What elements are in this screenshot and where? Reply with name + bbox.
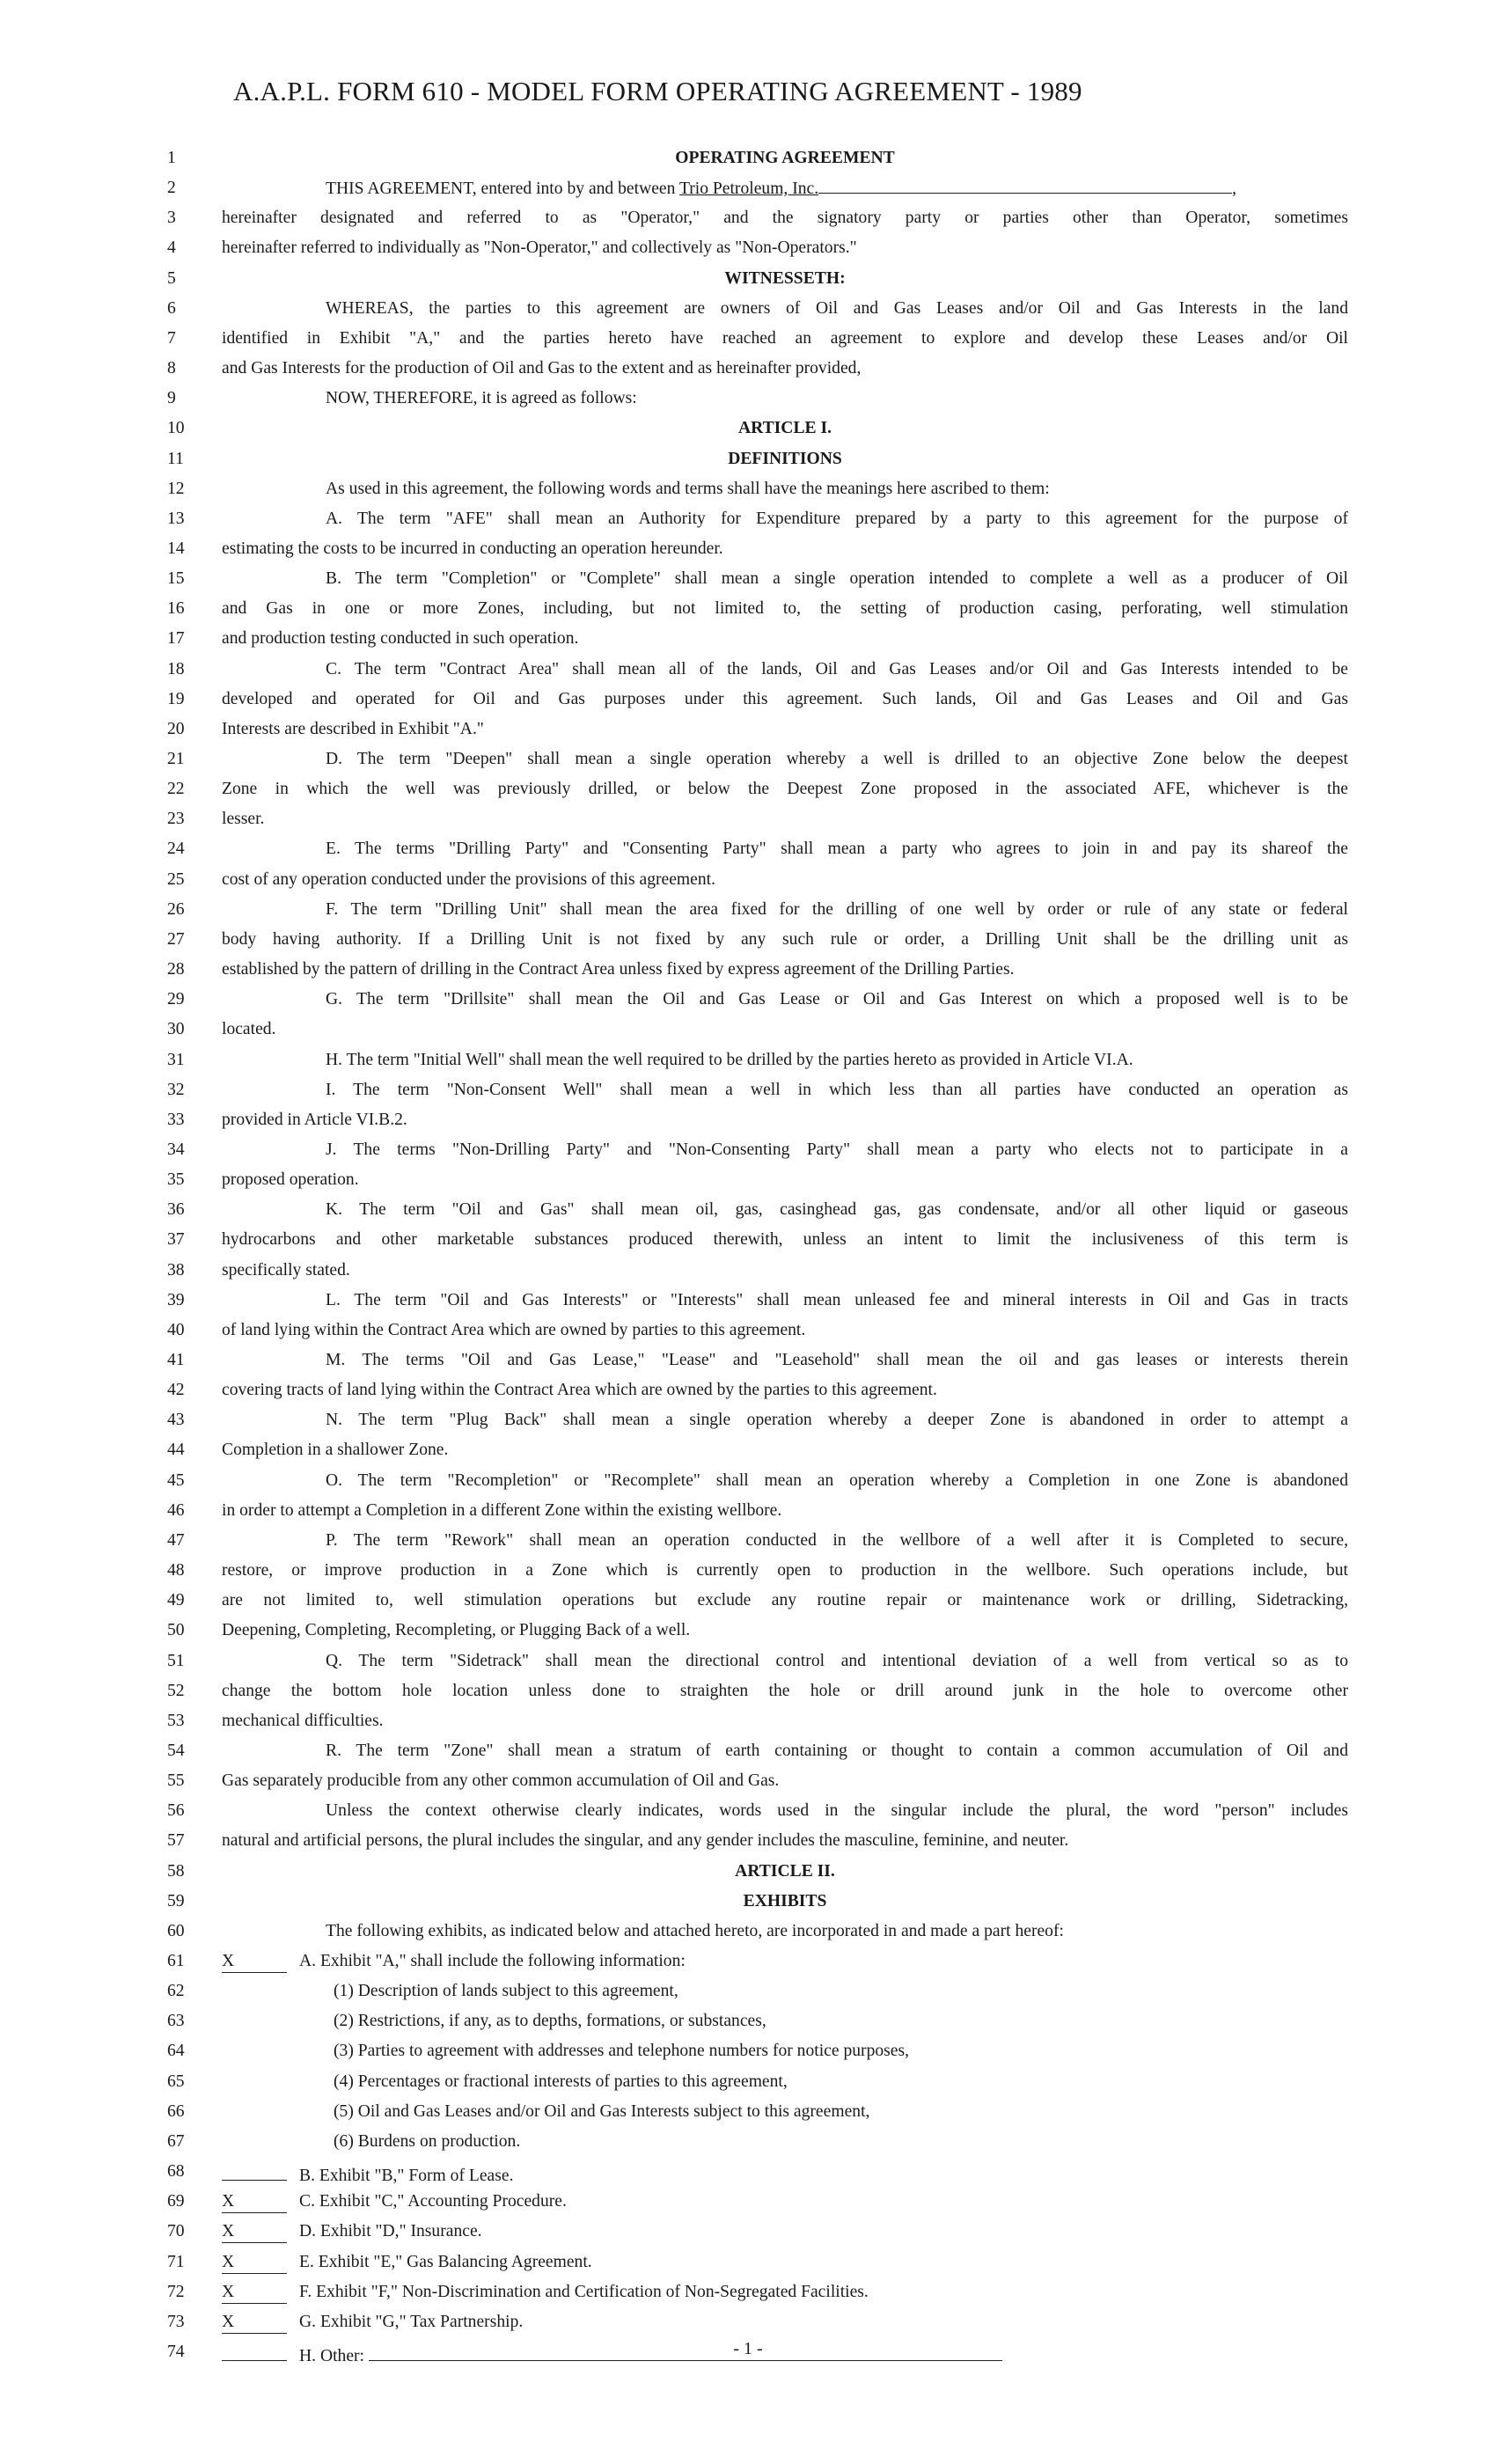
body-text: change the bottom hole location unless done to straighten the hole or drill around junk in the hole to overcome other — [222, 1681, 1348, 1700]
line-number: 63 — [167, 2012, 185, 2031]
body-text: identified in Exhibit "A," and the parties hereto have reached an agreement to explore and develop these Leases and/or Oil — [222, 328, 1348, 348]
line — [0, 656, 1496, 683]
body-text: lesser. — [222, 810, 265, 829]
definition-recompletion: O. The term "Recompletion" or "Recomplete" shall mean an operation whereby a Completion in one Zone is abandoned — [326, 1470, 1348, 1490]
definition-deepen: D. The term "Deepen" shall mean a single operation whereby a well is drilled to an objective Zone below the deepest — [326, 750, 1348, 768]
line — [0, 2189, 1496, 2215]
definition-zone: R. The term "Zone" shall mean a stratum of earth containing or thought to contain a common accumulation of Oil and — [326, 1741, 1348, 1760]
line — [0, 957, 1496, 983]
line-number: 18 — [167, 659, 185, 678]
line — [0, 1978, 1496, 2005]
line-number: 4 — [167, 238, 176, 258]
line-number: 37 — [167, 1230, 185, 1250]
line-number: 6 — [167, 298, 176, 318]
exhibit-a-item: (6) Burdens on production. — [334, 2131, 521, 2151]
definition-non-drilling-party: J. The terms "Non-Drilling Party" and "Non-Consenting Party" shall mean a party who elects not to participate in a — [326, 1140, 1348, 1159]
line-number: 67 — [167, 2131, 185, 2151]
line-number: 23 — [167, 810, 185, 829]
exhibit-c-row — [222, 2189, 1348, 2215]
line-number: 51 — [167, 1651, 185, 1670]
line-number: 31 — [167, 1050, 185, 1069]
line-number: 47 — [167, 1530, 185, 1550]
body-text: NOW, THEREFORE, it is agreed as follows: — [326, 389, 637, 408]
exhibit-g-row — [222, 2309, 1348, 2336]
body-text: Unless the context otherwise clearly indicates, words used in the singular include the plural, the word "person" includes — [326, 1801, 1348, 1821]
exhibit-checkbox[interactable]: X — [222, 2191, 287, 2213]
line — [0, 2038, 1496, 2064]
exhibit-f-row — [222, 2279, 1348, 2306]
line — [0, 716, 1496, 743]
line-number: 32 — [167, 1080, 185, 1099]
line-number: 57 — [167, 1831, 185, 1851]
line-number: 14 — [167, 539, 185, 558]
line-number: 44 — [167, 1441, 185, 1460]
line — [0, 1317, 1496, 1344]
exhibit-checkbox[interactable]: X — [222, 2221, 287, 2243]
parties-suffix: , — [1232, 180, 1237, 199]
definition-drilling-unit: F. The term "Drilling Unit" shall mean the area fixed for the drilling of one well by order or rule of any state or federal — [326, 899, 1348, 919]
line-number: 26 — [167, 899, 185, 919]
line-number: 1 — [167, 149, 176, 167]
line — [0, 1859, 1496, 1885]
line-number: 28 — [167, 960, 185, 979]
definition-rework: P. The term "Rework" shall mean an operation conducted in the wellbore of a well after it is Completed to secure, — [326, 1530, 1348, 1550]
line-number: 27 — [167, 929, 185, 949]
line — [0, 806, 1496, 832]
body-text: and Gas Interests for the production of Oil and Gas to the extent and as hereinafter provided, — [222, 359, 862, 378]
line — [0, 1407, 1496, 1434]
line-number: 48 — [167, 1561, 185, 1580]
line-number: 29 — [167, 990, 185, 1009]
line-number: 45 — [167, 1470, 185, 1490]
exhibit-label: F. Exhibit "F," Non-Discrimination and Certification of Non-Segregated Facilities. — [299, 2282, 869, 2301]
line-number: 49 — [167, 1591, 185, 1610]
line-number: 2 — [167, 179, 176, 198]
line-number: 62 — [167, 1982, 185, 2001]
body-text: As used in this agreement, the following words and terms shall have the meanings here ascribed to them: — [326, 479, 1050, 498]
exhibit-label: H. Other: — [299, 2346, 365, 2365]
body-text: Zone in which the well was previously drilled, or below the Deepest Zone proposed in the associated AFE, whichever is the — [222, 780, 1348, 799]
line — [0, 1227, 1496, 1253]
line — [0, 2159, 1496, 2185]
line — [0, 1798, 1496, 1824]
line-number: 19 — [167, 689, 185, 708]
line-number: 68 — [167, 2162, 185, 2182]
body-text: covering tracts of land lying within the Contract Area which are owned by the parties to this agreement. — [222, 1381, 937, 1400]
line — [0, 1107, 1496, 1133]
exhibit-a-item: (3) Parties to agreement with addresses and telephone numbers for notice purposes, — [334, 2042, 910, 2061]
definition-completion: B. The term "Completion" or "Complete" shall mean a single operation intended to complete a well as a producer of Oil — [326, 569, 1348, 589]
line — [0, 1437, 1496, 1463]
line-number: 65 — [167, 2072, 185, 2091]
body-text: provided in Article VI.B.2. — [222, 1110, 407, 1129]
line — [0, 1678, 1496, 1705]
line-number: 55 — [167, 1771, 185, 1791]
line-number: 17 — [167, 629, 185, 649]
definition-drillsite: G. The term "Drillsite" shall mean the Oil and Gas Lease or Oil and Gas Interest on which a proposed well is to be — [326, 990, 1348, 1009]
line-number: 39 — [167, 1290, 185, 1309]
definition-sidetrack: Q. The term "Sidetrack" shall mean the directional control and intentional deviation of a well from vertical so as to — [326, 1651, 1348, 1670]
body-text: Completion in a shallower Zone. — [222, 1441, 449, 1460]
line — [0, 385, 1496, 412]
line — [0, 1948, 1496, 1975]
line-number: 71 — [167, 2252, 185, 2271]
parties-prefix: THIS AGREEMENT, entered into by and between — [326, 180, 676, 199]
definition-lease: M. The terms "Oil and Gas Lease," "Lease" and "Leasehold" shall mean the oil and gas leases or interests therein — [326, 1351, 1348, 1369]
page-number: - 1 - — [733, 2339, 763, 2358]
line — [0, 506, 1496, 532]
line — [0, 746, 1496, 773]
line — [0, 2008, 1496, 2035]
line — [0, 1828, 1496, 1854]
body-text: natural and artificial persons, the plural includes the singular, and any gender includes the masculine, feminine, and neuter. — [222, 1831, 1069, 1851]
line-number: 42 — [167, 1381, 185, 1400]
line-number: 64 — [167, 2042, 185, 2061]
line — [0, 2279, 1496, 2306]
line — [0, 326, 1496, 352]
line — [0, 1137, 1496, 1163]
line — [0, 205, 1496, 231]
body-text: developed and operated for Oil and Gas purposes under this agreement. Such lands, Oil and Gas Leases and Oil and Gas — [222, 689, 1348, 708]
heading-witnesseth: WITNESSETH: — [724, 268, 846, 288]
line — [0, 1588, 1496, 1614]
line — [0, 1498, 1496, 1524]
body-text: estimating the costs to be incurred in conducting an operation hereunder. — [222, 539, 723, 558]
exhibit-d-row — [222, 2218, 1348, 2245]
line-number: 60 — [167, 1921, 185, 1940]
heading-operating-agreement: OPERATING AGREEMENT — [675, 149, 895, 167]
line — [0, 566, 1496, 592]
line — [0, 1888, 1496, 1915]
line-number: 46 — [167, 1500, 185, 1520]
body-text: The following exhibits, as indicated below and attached hereto, are incorporated in and made a part hereof: — [326, 1921, 1064, 1940]
line — [0, 1377, 1496, 1404]
line-number: 61 — [167, 1952, 185, 1970]
line-number: 7 — [167, 328, 176, 348]
line-number: 50 — [167, 1621, 185, 1640]
line — [0, 686, 1496, 713]
body-text: Interests are described in Exhibit "A." — [222, 719, 484, 738]
line — [0, 1258, 1496, 1284]
exhibit-checkbox[interactable]: X — [222, 2252, 287, 2274]
line-number: 66 — [167, 2101, 185, 2121]
heading-article-1: ARTICLE I. — [737, 419, 832, 438]
body-text: body having authority. If a Drilling Unit is not fixed by any such rule or order, a Drilling Unit shall be the drilling unit as — [222, 929, 1348, 949]
line — [0, 2218, 1496, 2245]
definition-non-consent-well: I. The term "Non-Consent Well" shall mean a well in which less than all parties have conducted an operation as — [326, 1080, 1348, 1099]
heading-definitions: DEFINITIONS — [728, 449, 842, 468]
line — [0, 626, 1496, 652]
line — [0, 1918, 1496, 1945]
line-number: 5 — [167, 268, 176, 288]
line — [0, 296, 1496, 322]
exhibit-a-row — [222, 1948, 1348, 1975]
definition-initial-well: H. The term "Initial Well" shall mean the well required to be drilled by the parties hereto as provided in Article VI.A. — [326, 1050, 1133, 1069]
line — [0, 2249, 1496, 2276]
line — [0, 596, 1496, 622]
line-number: 9 — [167, 389, 176, 408]
line-number: 74 — [167, 2342, 185, 2361]
exhibit-checkbox[interactable]: X — [222, 2312, 287, 2334]
body-text: Gas separately producible from any other common accumulation of Oil and Gas. — [222, 1771, 780, 1791]
line-number: 25 — [167, 869, 185, 889]
exhibit-label: D. Exhibit "D," Insurance. — [299, 2222, 482, 2241]
body-text: hydrocarbons and other marketable substances produced therewith, unless an intent to limit the inclusiveness of this term is — [222, 1230, 1348, 1250]
line — [0, 986, 1496, 1013]
fill-in-blank — [818, 175, 1232, 194]
line — [0, 2069, 1496, 2095]
line-number: 73 — [167, 2312, 185, 2331]
line — [0, 1016, 1496, 1043]
line-number: 54 — [167, 1741, 185, 1760]
line — [0, 175, 1496, 202]
line-number: 35 — [167, 1170, 185, 1190]
line-number: 24 — [167, 840, 185, 859]
line-number: 53 — [167, 1711, 185, 1730]
heading-article-2: ARTICLE II. — [735, 1861, 835, 1881]
body-text: and Gas in one or more Zones, including, but not limited to, the setting of production casing, perforating, well stimulation — [222, 599, 1348, 619]
line — [0, 867, 1496, 893]
line — [0, 356, 1496, 382]
exhibit-label: A. Exhibit "A," shall include the following information: — [299, 1952, 686, 1970]
body-text: of land lying within the Contract Area which are owned by parties to this agreement. — [222, 1320, 806, 1339]
definition-drilling-party: E. The terms "Drilling Party" and "Consenting Party" shall mean a party who agrees to join in and pay its shareof the — [326, 840, 1348, 859]
body-text: hereinafter designated and referred to as "Operator," and the signatory party or parties other than Operator, sometimes — [222, 209, 1348, 228]
line-number: 69 — [167, 2192, 185, 2211]
exhibit-b-row — [222, 2159, 1348, 2189]
exhibit-a-item: (4) Percentages or fractional interests of parties to this agreement, — [334, 2072, 788, 2091]
line — [0, 536, 1496, 562]
line-number: 33 — [167, 1110, 185, 1129]
line-number: 30 — [167, 1020, 185, 1039]
line-number: 59 — [167, 1891, 185, 1910]
line-number: 70 — [167, 2222, 185, 2241]
line-number: 43 — [167, 1411, 185, 1430]
line — [0, 776, 1496, 803]
line — [0, 1708, 1496, 1734]
body-text: Deepening, Completing, Recompleting, or Plugging Back of a well. — [222, 1621, 691, 1640]
exhibit-label: G. Exhibit "G," Tax Partnership. — [299, 2312, 524, 2331]
line-number: 40 — [167, 1320, 185, 1339]
line — [0, 1047, 1496, 1074]
line — [0, 2099, 1496, 2125]
line-number: 20 — [167, 719, 185, 738]
line — [0, 476, 1496, 502]
exhibit-label: E. Exhibit "E," Gas Balancing Agreement. — [299, 2252, 592, 2271]
form-title: A.A.P.L. FORM 610 - MODEL FORM OPERATING AGREEMENT - 1989 — [233, 76, 1082, 106]
definition-oil-gas-interests: L. The term "Oil and Gas Interests" or "Interests" shall mean unleased fee and mineral interests in Oil and Gas in tracts — [326, 1290, 1348, 1309]
body-text: and production testing conducted in such operation. — [222, 629, 579, 649]
line-number: 34 — [167, 1140, 185, 1159]
line — [0, 1347, 1496, 1374]
exhibit-a-item: (5) Oil and Gas Leases and/or Oil and Gas Interests subject to this agreement, — [334, 2101, 870, 2121]
line-number: 3 — [167, 209, 176, 228]
heading-exhibits: EXHIBITS — [743, 1891, 827, 1910]
line — [0, 1738, 1496, 1764]
line-number: 58 — [167, 1861, 185, 1881]
line-number: 38 — [167, 1260, 185, 1280]
line — [0, 266, 1496, 292]
line-number: 15 — [167, 569, 185, 589]
line — [0, 1528, 1496, 1554]
exhibit-a-item: (2) Restrictions, if any, as to depths, formations, or substances, — [334, 2012, 766, 2031]
line-number: 10 — [167, 419, 185, 438]
line — [0, 897, 1496, 923]
line — [0, 415, 1496, 442]
body-text: hereinafter referred to individually as "Non-Operator," and collectively as "Non-Operators." — [222, 238, 857, 258]
line-number: 22 — [167, 780, 185, 799]
line — [0, 1167, 1496, 1193]
line — [0, 1768, 1496, 1794]
line — [0, 1197, 1496, 1223]
body-text: located. — [222, 1020, 276, 1039]
exhibit-checkbox[interactable]: X — [222, 2282, 287, 2304]
body-text: mechanical difficulties. — [222, 1711, 384, 1730]
line — [0, 2129, 1496, 2155]
line-number: 21 — [167, 750, 185, 768]
line — [0, 235, 1496, 261]
line — [0, 446, 1496, 473]
line — [0, 1648, 1496, 1675]
line-number: 12 — [167, 479, 185, 498]
line — [0, 836, 1496, 862]
line — [0, 1558, 1496, 1584]
body-text: cost of any operation conducted under the provisions of this agreement. — [222, 869, 715, 889]
body-text: established by the pattern of drilling in the Contract Area unless fixed by express agreement of the Drilling Parties. — [222, 960, 1015, 979]
body-text: WHEREAS, the parties to this agreement are owners of Oil and Gas Leases and/or Oil and Gas Interests in the land — [326, 298, 1348, 318]
exhibit-label: B. Exhibit "B," Form of Lease. — [299, 2167, 514, 2186]
line-number: 56 — [167, 1801, 185, 1821]
body-text: restore, or improve production in a Zone which is currently open to production in the wellbore. Such operations include, but — [222, 1561, 1348, 1580]
body-text: proposed operation. — [222, 1170, 359, 1190]
line-number: 11 — [167, 449, 184, 468]
definition-plug-back: N. The term "Plug Back" shall mean a single operation whereby a deeper Zone is abandoned in order to attempt a — [326, 1411, 1348, 1430]
line-number: 8 — [167, 359, 176, 378]
line — [0, 1287, 1496, 1314]
line — [0, 1617, 1496, 1644]
line-number: 52 — [167, 1681, 185, 1700]
body-text: specifically stated. — [222, 1260, 350, 1280]
exhibit-label: C. Exhibit "C," Accounting Procedure. — [299, 2192, 567, 2211]
line-number: 41 — [167, 1351, 185, 1369]
line-number: 72 — [167, 2282, 185, 2301]
agreement-parties-line — [222, 175, 1348, 202]
line — [0, 145, 1496, 172]
operator-name-field: Trio Petroleum, Inc. — [678, 180, 819, 199]
exhibit-checkbox[interactable]: X — [222, 1951, 287, 1973]
body-text: in order to attempt a Completion in a different Zone within the existing wellbore. — [222, 1500, 782, 1520]
line-number: 36 — [167, 1200, 185, 1220]
definition-contract-area: C. The term "Contract Area" shall mean all of the lands, Oil and Gas Leases and/or Oil and Gas Interests intended to be — [326, 659, 1348, 678]
body-text: are not limited to, well stimulation operations but exclude any routine repair or maintenance work or drilling, Sidetracking, — [222, 1591, 1348, 1610]
exhibit-checkbox[interactable] — [222, 2159, 287, 2181]
line-number: 13 — [167, 509, 185, 528]
exhibit-e-row — [222, 2249, 1348, 2276]
line — [0, 2309, 1496, 2336]
definition-oil-and-gas: K. The term "Oil and Gas" shall mean oil, gas, casinghead gas, gas condensate, and/or all other liquid or gaseous — [326, 1200, 1348, 1220]
line — [0, 1077, 1496, 1104]
exhibit-a-item: (1) Description of lands subject to this agreement, — [334, 1982, 678, 2001]
line — [0, 1468, 1496, 1494]
line — [0, 927, 1496, 953]
definition-afe: A. The term "AFE" shall mean an Authority for Expenditure prepared by a party to this agreement for the purpose of — [326, 509, 1348, 528]
line-number: 16 — [167, 599, 185, 619]
